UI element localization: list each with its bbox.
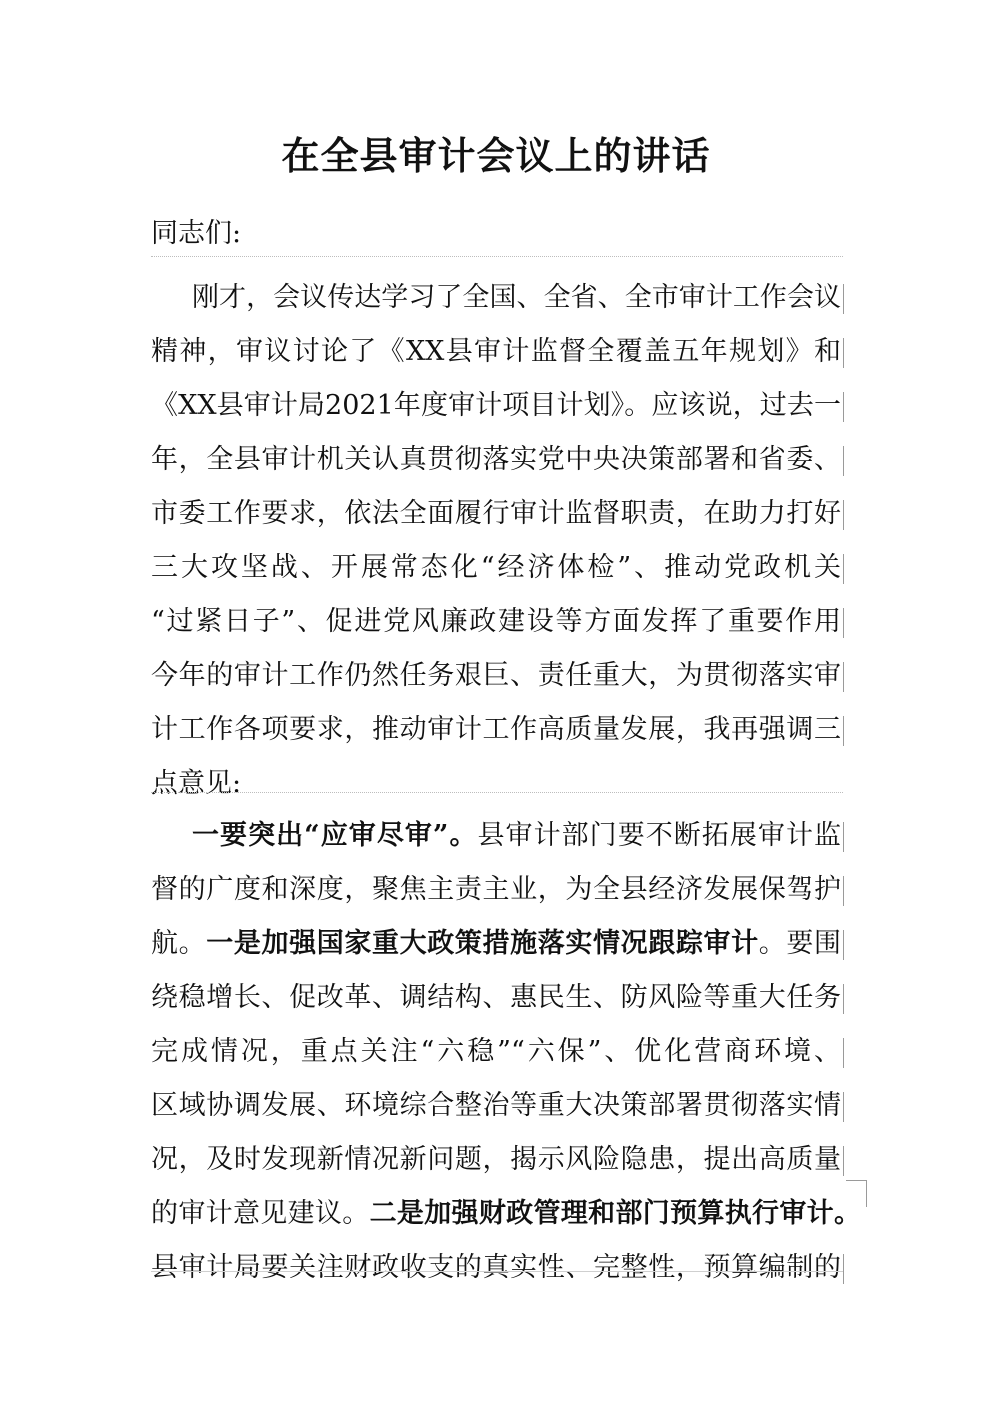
margin-boundary-mark xyxy=(843,446,844,476)
margin-boundary-mark xyxy=(843,1092,844,1122)
margin-corner-mark xyxy=(846,1180,867,1207)
paragraph-2-line: 绕稳增长、促改革、调结构、惠民生、防风险等重大任务 xyxy=(151,982,841,1013)
margin-boundary-mark xyxy=(843,284,844,314)
text-run: 的审计意见建议。 xyxy=(151,1198,370,1229)
text-run: 县审计部门要不断拓展审计监 xyxy=(477,820,842,851)
paragraph-2-line xyxy=(151,1187,861,1241)
margin-boundary-mark xyxy=(843,716,844,746)
paragraph-2-line: 完成情况，重点关注“六稳”“六保”、优化营商环境、 xyxy=(151,1036,841,1067)
paragraph-2-line: 况，及时发现新情况新问题，揭示风险隐患，提出高质量 xyxy=(151,1144,841,1175)
margin-boundary-mark xyxy=(843,930,844,960)
text-run: 。要围 xyxy=(758,928,841,959)
paragraph-1-line: 计工作各项要求，推动审计工作高质量发展，我再强调三 xyxy=(151,714,841,745)
margin-boundary-mark xyxy=(843,822,844,852)
margin-boundary-mark xyxy=(843,500,844,530)
margin-boundary-mark xyxy=(843,984,844,1014)
paragraph-1-line: “过紧日子”、促进党风廉政建设等方面发挥了重要作用 xyxy=(151,606,841,637)
subheading-first: 一是加强国家重大政策措施落实情况跟踪审计 xyxy=(206,928,759,959)
margin-boundary-mark xyxy=(843,1146,844,1176)
paragraph-1-line: 《XX县审计局2021年度审计项目计划》。应该说，过去一 xyxy=(151,390,841,421)
paragraph-2-line xyxy=(151,917,841,971)
paragraph-separator xyxy=(151,256,843,257)
paragraph-1-line: 年，全县审计机关认真贯彻落实党中央决策部署和省委、 xyxy=(151,444,841,475)
greeting: 同志们: xyxy=(151,218,242,249)
heading-point-one: 一要突出“应审尽审”。 xyxy=(192,820,478,851)
margin-boundary-mark xyxy=(843,338,844,368)
paragraph-2-line: 县审计局要关注财政收支的真实性、完整性，预算编制的 xyxy=(151,1252,841,1283)
paragraph-1-line: 市委工作要求，依法全面履行审计监督职责，在助力打好 xyxy=(151,498,841,529)
margin-boundary-mark xyxy=(843,554,844,584)
paragraph-1-line: 刚才，会议传达学习了全国、全省、全市审计工作会议 xyxy=(192,282,841,313)
paragraph-1-line: 点意见: xyxy=(151,768,242,799)
margin-boundary-mark xyxy=(843,1038,844,1068)
text-area-bottom-border xyxy=(151,1271,843,1272)
paragraph-2-line xyxy=(192,809,841,863)
text-run: 航。 xyxy=(151,928,207,959)
paragraph-separator xyxy=(151,792,843,793)
paragraph-2-line: 督的广度和深度，聚焦主责主业，为全县经济发展保驾护 xyxy=(151,874,841,905)
margin-boundary-mark xyxy=(843,876,844,906)
margin-boundary-mark xyxy=(843,1254,844,1284)
paragraph-1-line: 三大攻坚战、开展常态化“经济体检”、推动党政机关 xyxy=(151,552,841,583)
margin-boundary-mark xyxy=(843,608,844,638)
paragraph-1-line: 精神，审议讨论了《XX县审计监督全覆盖五年规划》和 xyxy=(151,336,841,367)
document-title: 在全县审计会议上的讲话 xyxy=(281,133,711,178)
subheading-second: 二是加强财政管理和部门预算执行审计。 xyxy=(369,1198,862,1229)
paragraph-2-line: 区域协调发展、环境综合整治等重大决策部署贯彻落实情 xyxy=(151,1090,841,1121)
margin-boundary-mark xyxy=(843,392,844,422)
paragraph-1-line: 今年的审计工作仍然任务艰巨、责任重大，为贯彻落实审 xyxy=(151,660,841,691)
margin-boundary-mark xyxy=(843,662,844,692)
